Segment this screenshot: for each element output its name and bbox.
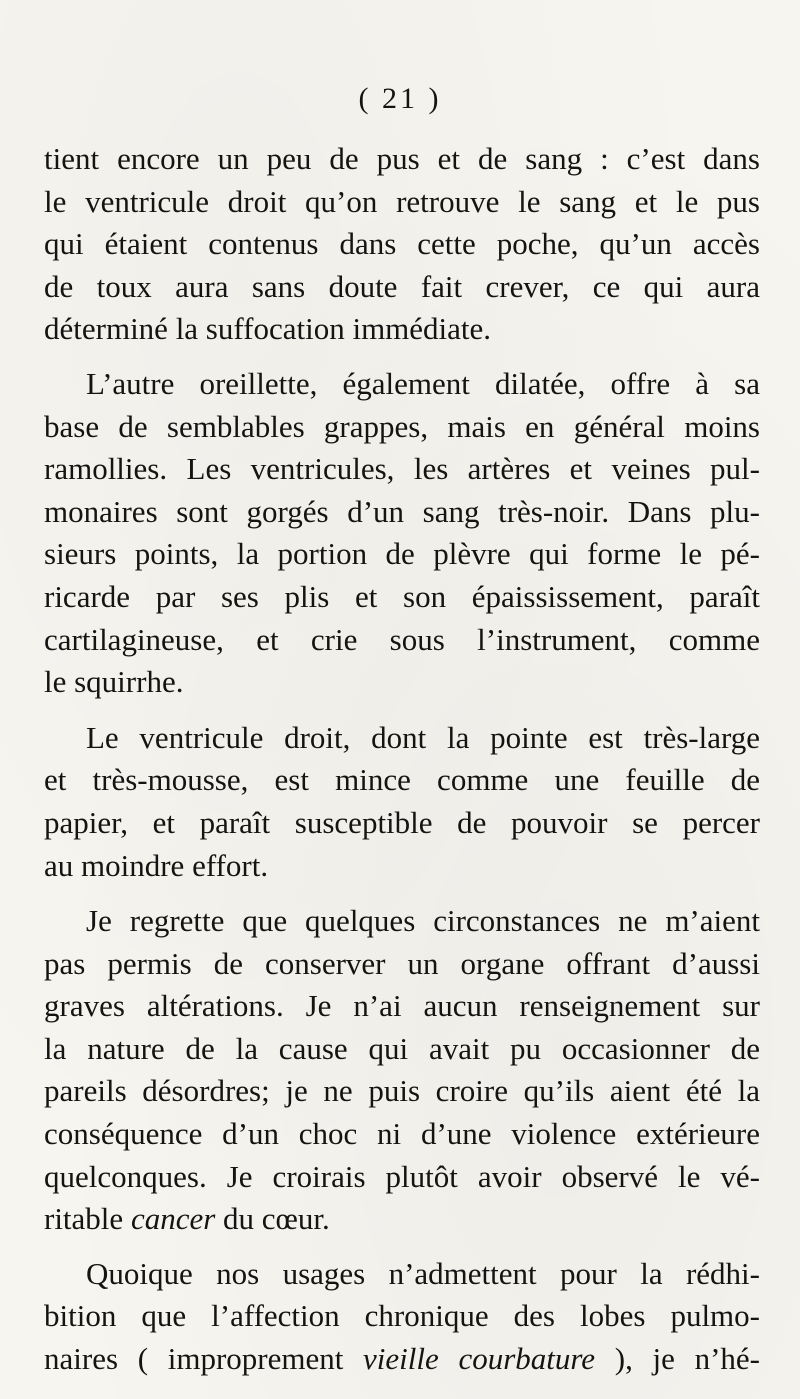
text-line: tient encore un peu de pus et de sang : c’est dans	[44, 141, 760, 176]
text-line: et très-mousse, est mince comme une feuille de	[44, 762, 760, 798]
text-line: L’autre oreillette, également dilatée, offre à sa	[86, 365, 760, 401]
text-line: Je regrette que quelques circonstances ne m’aient	[86, 903, 760, 939]
text-line: Le ventricule droit, dont la pointe est très-large	[86, 719, 760, 755]
text-line: sieurs points, la portion de plèvre qui forme le pé-	[44, 536, 760, 572]
text-fragment: ritable	[44, 1201, 131, 1237]
body-text	[44, 138, 760, 1381]
text-line: de toux aura sans doute fait crever, ce qui aura	[44, 268, 760, 304]
text-line: base de semblables grappes, mais en général moins	[44, 408, 760, 444]
text-line: la nature de la cause qui avait pu occasionner de	[44, 1030, 760, 1066]
text-line: ramollies. Les ventricules, les artères et veines pul-	[44, 451, 760, 487]
text-line: le ventricule droit qu’on retrouve le sang et le pus	[44, 183, 760, 219]
text-line: le squirrhe.	[44, 664, 184, 700]
text-line: pas permis de conserver un organe offrant d’aussi	[44, 945, 760, 981]
text-line: conséquence d’un choc ni d’une violence extérieure	[44, 1116, 760, 1152]
text-fragment: ), je n’hé-	[595, 1341, 760, 1377]
text-line-with-italic	[44, 1198, 760, 1241]
text-line: graves altérations. Je n’ai aucun renseignement sur	[44, 988, 760, 1024]
italic-term: vieille courbature	[363, 1341, 596, 1377]
text-line: pareils désordres; je ne puis croire qu’ils aient été la	[44, 1073, 760, 1109]
text-line: qui étaient contenus dans cette poche, qu’un accès	[44, 226, 760, 262]
text-line: monaires sont gorgés d’un sang très-noir. Dans plu-	[44, 493, 760, 529]
text-line: ricarde par ses plis et son épaississement, paraît	[44, 578, 760, 614]
italic-term: cancer	[130, 1201, 216, 1237]
text-line: papier, et paraît susceptible de pouvoir se percer	[44, 804, 760, 840]
text-line: bition que l’affection chronique des lobes pulmo-	[44, 1298, 760, 1334]
text-line: cartilagineuse, et crie sous l’instrument, comme	[44, 621, 760, 657]
text-line-with-italic	[44, 1338, 760, 1381]
text-line: quelconques. Je croirais plutôt avoir observé le vé-	[44, 1158, 760, 1194]
text-line: au moindre effort.	[44, 847, 269, 883]
text-line: déterminé la suffocation immédiate.	[44, 311, 492, 347]
text-line: Quoique nos usages n’admettent pour la rédhi-	[86, 1255, 760, 1291]
page-number: ( 21 )	[358, 82, 442, 115]
text-fragment: du cœur.	[215, 1201, 330, 1237]
text-fragment: naires ( improprement	[44, 1341, 364, 1377]
